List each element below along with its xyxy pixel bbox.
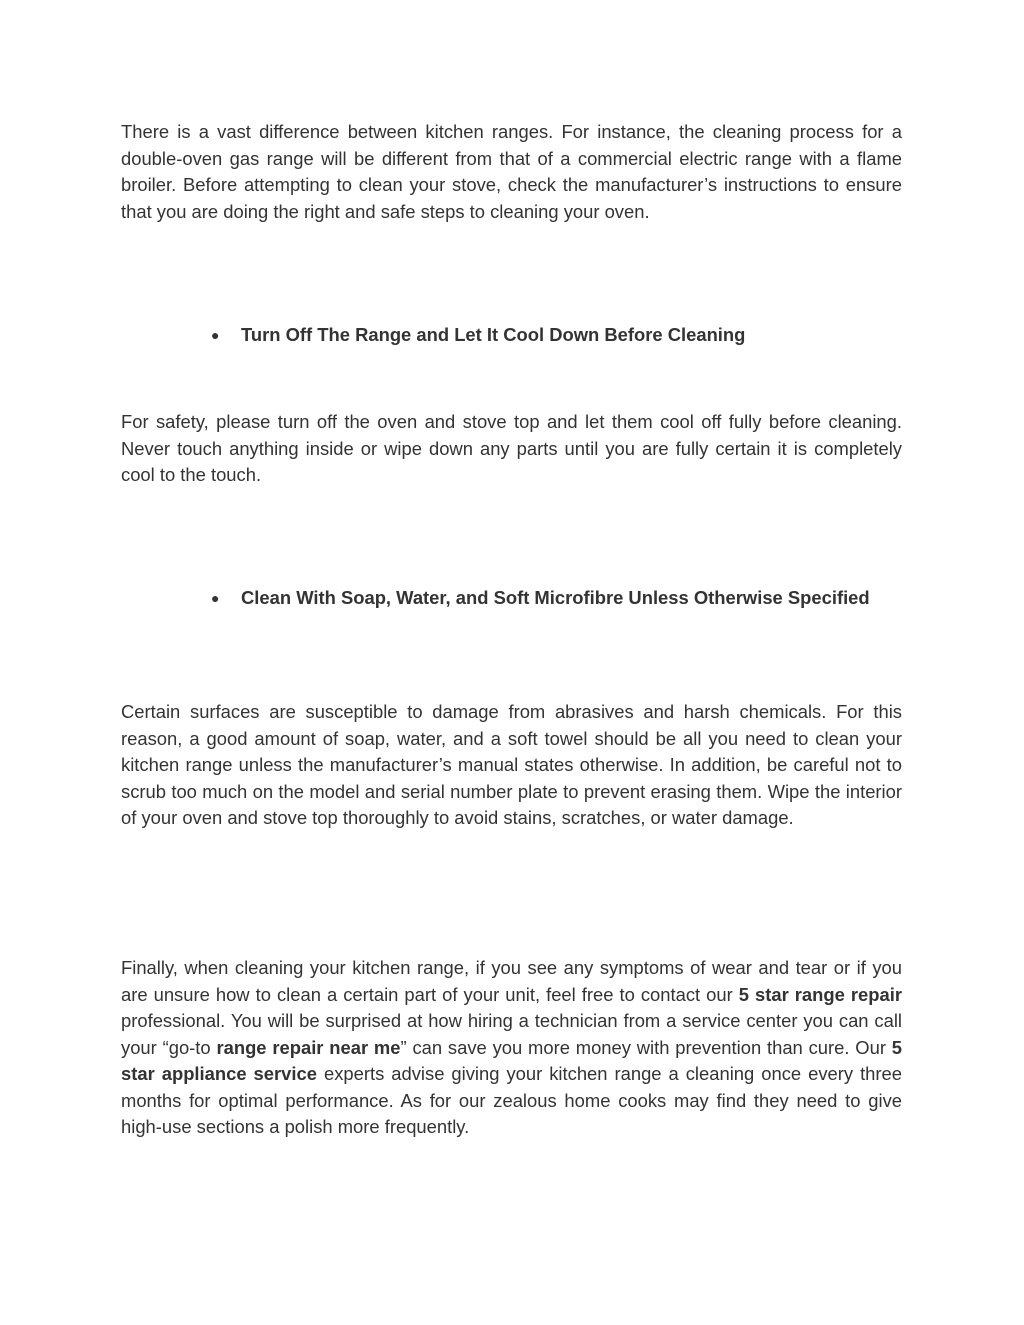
bullet-heading-text: Turn Off The Range and Let It Cool Down Before Cleaning — [241, 324, 746, 345]
closing-text-part: experts advise giving your kitchen range a cleaning once every three months for optimal performance. As for our zealous home cooks may find they need to give high-use sections a polish more frequently. — [121, 1063, 902, 1137]
surfaces-paragraph: Certain surfaces are susceptible to damage from abrasives and harsh chemicals. For this reason, a good amount of soap, water, and a soft towel should be all you need to clean your kitchen range unless the manufacturer’s manual states otherwise. In addition, be careful not to scrub too much on the model and serial number plate to prevent erasing them. Wipe the interior of your oven and stove top thoroughly to avoid stains, scratches, or water damage. — [121, 701, 902, 828]
closing-text-part: ” can save you more money with prevention than cure. Our — [400, 1036, 892, 1058]
bullet-heading-turn-off-range — [211, 322, 902, 349]
closing-paragraph — [121, 955, 902, 1141]
safety-paragraph: For safety, please turn off the oven and stove top and let them cool off fully before cleaning. Never touch anything inside or wipe down any parts until you are fully certain it is completely cool to the touch. — [121, 411, 902, 485]
intro-paragraph: There is a vast difference between kitchen ranges. For instance, the cleaning process for a double-oven gas range will be different from that of a commercial electric range with a flame broiler. Before attempting to clean your stove, check the manufacturer’s instructions to ensure that you are doing the right and safe steps to cleaning your oven. — [121, 121, 902, 222]
bold-phrase-appliance-service: 5 star appliance service — [121, 1036, 902, 1084]
bullet-heading-text: Clean With Soap, Water, and Soft Microfibre Unless Otherwise Specified — [241, 587, 870, 608]
bold-phrase-repair-near-me: range repair near me — [216, 1036, 401, 1058]
bullet-icon: ● — [211, 327, 220, 343]
closing-text-part: Finally, when cleaning your kitchen range, if you see any symptoms of wear and tear or if you are unsure how to clean a certain part of your unit, feel free to contact our — [121, 957, 902, 1005]
closing-text-part: professional. You will be surprised at how hiring a technician from a service center you can call your “go-to — [121, 1010, 902, 1058]
bullet-icon: ● — [211, 590, 220, 606]
bold-phrase-range-repair: 5 star range repair — [738, 983, 902, 1005]
bullet-heading-clean-with-soap — [211, 585, 902, 612]
